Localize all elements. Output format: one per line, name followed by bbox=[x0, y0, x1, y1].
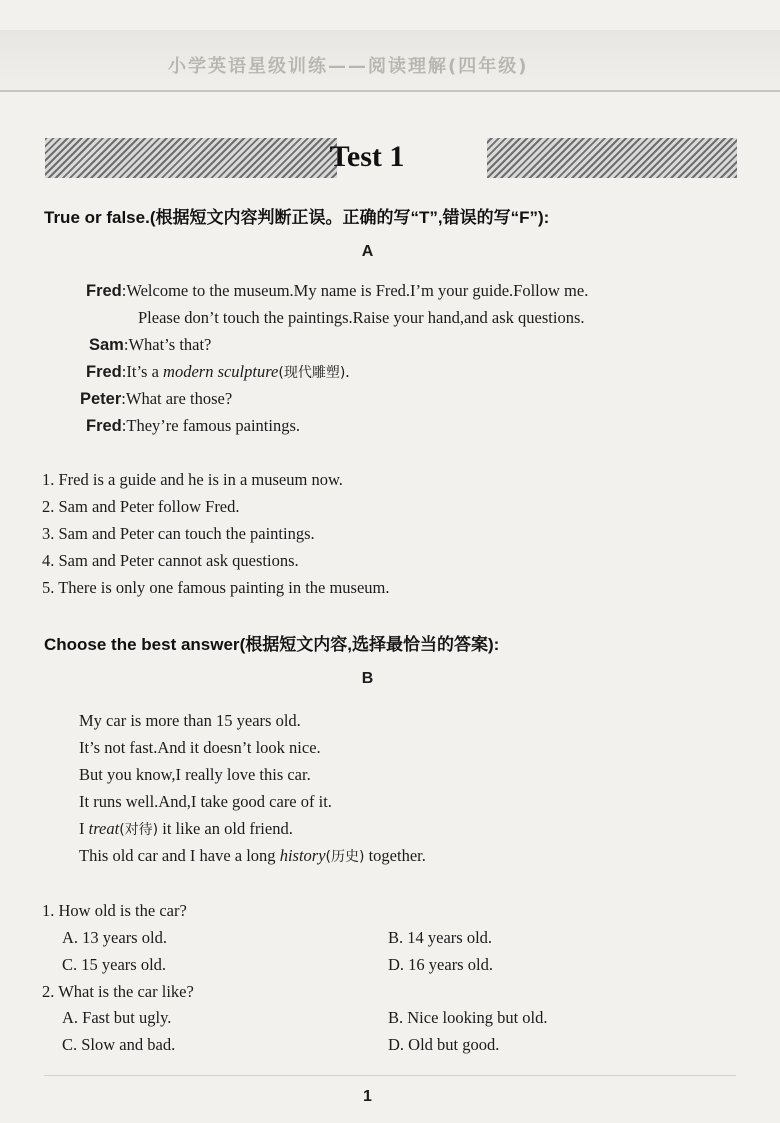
dialogue-line: Fred:It’s a modern sculpture(现代雕塑). bbox=[86, 362, 350, 381]
dialogue-line: Fred:They’re famous paintings. bbox=[86, 416, 301, 435]
question-stem: 1. How old is the car? bbox=[42, 901, 187, 920]
answer-option: B. Nice looking but old. bbox=[388, 1008, 548, 1027]
dialogue-text-post: . bbox=[345, 362, 350, 381]
page-title: Test 1 bbox=[329, 140, 405, 173]
poem-text-pre: This old car and I have a long bbox=[79, 846, 280, 865]
answer-option: D. 16 years old. bbox=[388, 955, 493, 974]
poem-line: It’s not fast.And it doesn’t look nice. bbox=[79, 738, 321, 757]
poem-line: My car is more than 15 years old. bbox=[79, 711, 301, 730]
vocab-term: treat bbox=[88, 819, 120, 838]
dialogue-text: What are those? bbox=[125, 389, 233, 408]
section-heading-en: True or false. bbox=[44, 208, 150, 227]
poem-line bbox=[79, 846, 426, 866]
vocab-gloss: (现代雕塑) bbox=[278, 365, 346, 381]
statement-1: 1. Fred is a guide and he is in a museum now. bbox=[42, 470, 343, 489]
vocab-term: modern sculpture bbox=[163, 362, 279, 381]
speaker-name: Sam bbox=[89, 336, 124, 354]
answer-option: D. Old but good. bbox=[388, 1035, 500, 1054]
page-number: 1 bbox=[363, 1088, 372, 1105]
vocab-gloss: (对待) bbox=[119, 822, 159, 838]
dialogue-text: Welcome to the museum.My name is Fred.I’m your guide.Follow me. bbox=[126, 281, 589, 300]
poem-line: But you know,I really love this car. bbox=[79, 765, 311, 784]
passage-label-a: A bbox=[361, 243, 374, 260]
poem-text-pre: I bbox=[79, 819, 89, 838]
statement-4: 4. Sam and Peter cannot ask questions. bbox=[42, 551, 299, 570]
dialogue-line: Peter:What are those? bbox=[80, 389, 233, 408]
answer-option: A. 13 years old. bbox=[62, 928, 167, 947]
running-header-text: 小学英语星级训练——阅读理解(四年级) bbox=[168, 56, 529, 77]
poem-line bbox=[79, 819, 293, 839]
answer-option: C. Slow and bad. bbox=[62, 1035, 176, 1054]
statement-2: 2. Sam and Peter follow Fred. bbox=[42, 497, 240, 516]
dialogue-text: Please don’t touch the paintings.Raise your hand,and ask questions. bbox=[138, 308, 585, 327]
running-header bbox=[0, 30, 780, 92]
passage-label-b: B bbox=[361, 670, 374, 687]
answer-option: B. 14 years old. bbox=[388, 928, 493, 947]
section-heading-en: Choose the best answer bbox=[44, 635, 240, 654]
speaker-name: Fred bbox=[86, 363, 122, 381]
speaker-name: Fred bbox=[86, 417, 122, 435]
poem-text-post: together. bbox=[364, 846, 426, 865]
vocab-gloss: (历史) bbox=[325, 849, 365, 865]
poem-line: It runs well.And,I take good care of it. bbox=[79, 792, 332, 811]
dialogue-line bbox=[138, 308, 585, 328]
statement-3: 3. Sam and Peter can touch the paintings. bbox=[42, 524, 315, 543]
answer-option: C. 15 years old. bbox=[62, 955, 167, 974]
vocab-term: history bbox=[279, 846, 326, 865]
speaker-name: Peter bbox=[80, 390, 122, 408]
section-heading-true-false bbox=[44, 203, 549, 228]
section-heading-cn: (根据短文内容判断正误。正确的写“T”,错误的写“F”): bbox=[149, 208, 550, 227]
dialogue-line: Fred:Welcome to the museum.My name is Fred.I’m your guide.Follow me. bbox=[86, 281, 589, 300]
section-heading-cn: (根据短文内容,选择最恰当的答案): bbox=[239, 635, 500, 654]
dialogue-line: Sam:What’s that? bbox=[89, 335, 212, 354]
statement-5: 5. There is only one famous painting in the museum. bbox=[42, 578, 390, 597]
answer-option: A. Fast but ugly. bbox=[62, 1008, 172, 1027]
section-heading-choose bbox=[44, 630, 499, 655]
dialogue-text-pre: It’s a bbox=[126, 362, 164, 381]
dialogue-text: What’s that? bbox=[128, 335, 212, 354]
question-stem: 2. What is the car like? bbox=[42, 982, 194, 1001]
speaker-name: Fred bbox=[86, 282, 122, 300]
poem-text-post: it like an old friend. bbox=[158, 819, 293, 838]
footer-divider bbox=[44, 1075, 736, 1076]
dialogue-text: They’re famous paintings. bbox=[126, 416, 301, 435]
